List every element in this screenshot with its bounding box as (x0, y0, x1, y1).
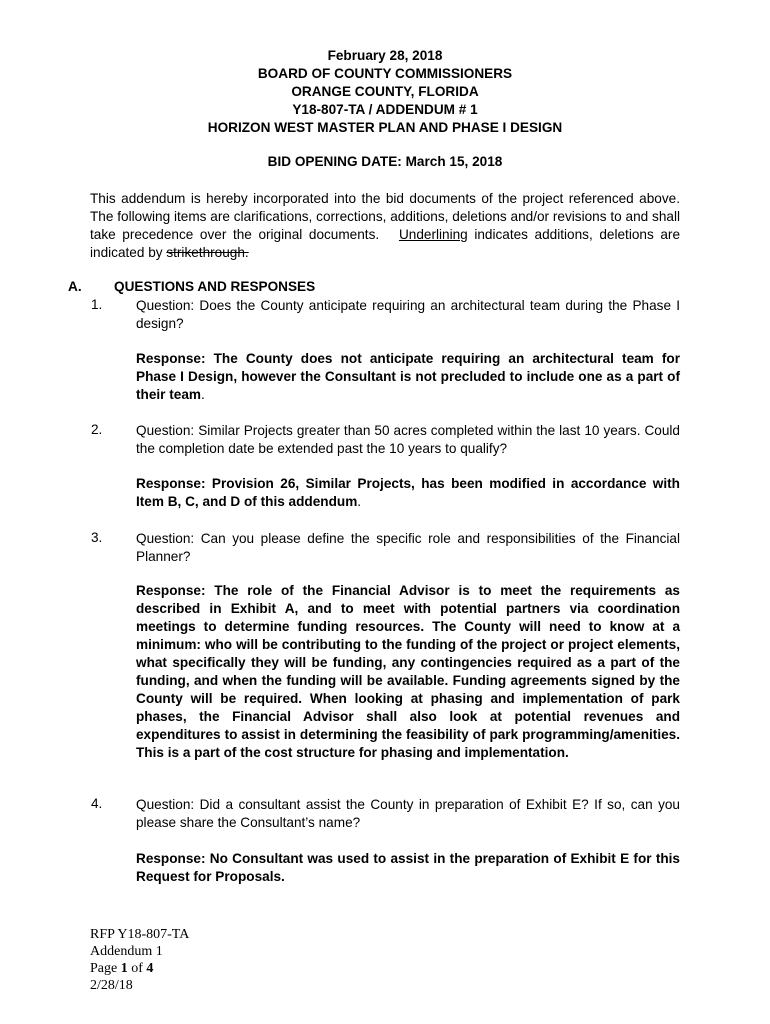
footer-rfp: RFP Y18-807-TA (90, 927, 190, 942)
page-total: 4 (146, 961, 154, 976)
item-number: 1. (91, 297, 103, 312)
item-response (136, 850, 680, 886)
intro-paragraph (90, 190, 680, 262)
header-project: HORIZON WEST MASTER PLAN AND PHASE I DESIGN (207, 120, 563, 135)
footer-page: Page 1 of 4 (90, 961, 154, 976)
item-response (136, 350, 680, 404)
page-footer (90, 926, 189, 994)
underlining-label: Underlining (398, 227, 468, 242)
header-board: BOARD OF COUNTY COMMISSIONERS (257, 66, 513, 81)
response-text: Response: Provision 26, Similar Projects, has been modified in accordance with Item B, C, and D of this addendum (136, 476, 680, 509)
response-tail: . (200, 387, 205, 402)
section-letter: A. (68, 279, 82, 294)
item-response (136, 582, 680, 762)
response-text: Response: The role of the Financial Advisor is to meet the requirements as described in Exhibit A, and to meet with potential partners via coordination meetings to determine funding resources. The County will need to know at a minimum: who will be contributing to the funding of the project or project elements, what specifically they will be funding, any contingencies required as a part of the funding, and when the funding will be available. Funding agreements signed by the County will be required. When looking at phasing and implementation of park phases, the Financial Advisor shall also look at potential revenues and expenditures to assist in determining the feasibility of park programming/amenities. This is a part of the cost structure for phasing and implementation. (136, 583, 680, 760)
item-number: 2. (91, 422, 103, 437)
response-text: Response: No Consultant was used to assist in the preparation of Exhibit E for this Request for Proposals. (136, 851, 680, 884)
header-county: ORANGE COUNTY, FLORIDA (291, 84, 479, 99)
item-number: 4. (91, 796, 103, 811)
response-tail: . (357, 494, 362, 509)
page-number: 1 (120, 961, 128, 976)
intro-middle: indicates additions, deletions are indicated by (90, 227, 681, 260)
section-title: QUESTIONS AND RESPONSES (114, 279, 316, 294)
item-question: Question: Similar Projects greater than 50 acres completed within the last 10 years. Could the completion date be extended past the 10 years to qualify? (136, 423, 680, 456)
item-question: Question: Did a consultant assist the County in preparation of Exhibit E? If so, can you please share the Consultant’s name? (136, 797, 680, 830)
header-date: February 28, 2018 (327, 48, 443, 63)
item-question: Question: Can you please define the specific role and responsibilities of the Financial Planner? (136, 531, 680, 564)
footer-addendum: Addendum 1 (90, 944, 163, 959)
document-header (0, 47, 770, 137)
response-text: Response: The County does not anticipate requiring an architectural team for Phase I Design, however the Consultant is not precluded to include one as a part of their team (136, 351, 680, 402)
item-question: Question: Does the County anticipate requiring an architectural team during the Phase I design? (136, 298, 680, 331)
footer-date: 2/28/18 (90, 978, 133, 993)
item-number: 3. (91, 530, 103, 545)
strikethrough-label: strikethrough. (166, 245, 249, 260)
bid-opening-date: BID OPENING DATE: March 15, 2018 (267, 154, 503, 169)
item-response (136, 475, 680, 511)
header-addendum: Y18-807-TA / ADDENDUM # 1 (292, 102, 478, 117)
intro-text: This addendum is hereby incorporated into the bid documents of the project referenced above. The following items are clarifications, corrections, additions, deletions and/or revisions to and shall take precedence over the original documents. (90, 191, 680, 242)
